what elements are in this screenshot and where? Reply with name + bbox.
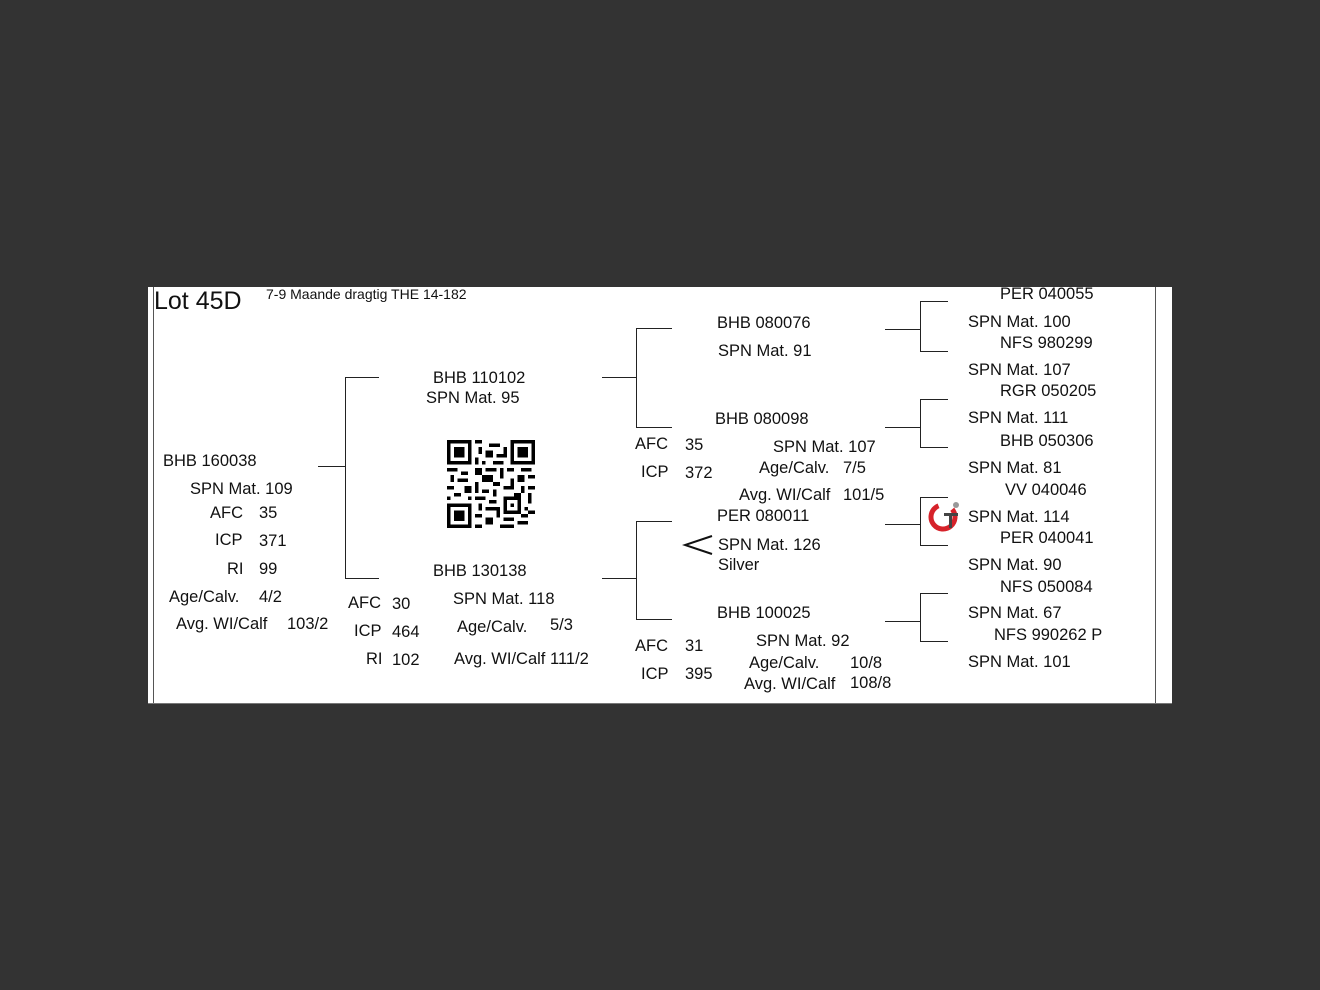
connector-ds-out <box>885 524 920 525</box>
dam-id: BHB 130138 <box>433 562 527 580</box>
gt-logo-graphic <box>928 499 962 533</box>
sd-wi-value: 101/5 <box>843 486 885 504</box>
pregnancy-note: 7-9 Maande dragtig THE 14-182 <box>266 287 467 302</box>
connector-dd-out <box>885 621 920 622</box>
dd-wi-label: Avg. WI/Calf <box>744 675 836 693</box>
bracket-ds <box>920 497 921 546</box>
bracket-parents <box>345 377 346 578</box>
g3-3-id: RGR 050205 <box>1000 382 1097 400</box>
g3-6-id: PER 040041 <box>1000 529 1094 547</box>
lot-title: Lot 45D <box>154 287 242 315</box>
g3-5-id: VV 040046 <box>1005 481 1087 499</box>
connector-sd <box>636 427 672 428</box>
animal-wi-label: Avg. WI/Calf <box>176 615 268 633</box>
dam-icp-value: 464 <box>392 623 420 641</box>
card-right-edge <box>1155 287 1156 704</box>
animal-icp-label: ICP <box>215 531 243 549</box>
qr-code-graphic <box>447 440 535 528</box>
bracket-ss <box>920 301 921 352</box>
connector-g3-3 <box>920 399 948 400</box>
g3-7-id: NFS 050084 <box>1000 578 1093 596</box>
sd-icp-value: 372 <box>685 464 713 482</box>
connector-g3-1 <box>920 301 948 302</box>
ds-id: PER 080011 <box>717 507 810 525</box>
ds-color: Silver <box>718 556 760 574</box>
sd-id: BHB 080098 <box>715 410 809 428</box>
connector-g3-8 <box>920 641 948 642</box>
dd-age-value: 10/8 <box>850 654 883 672</box>
connector-g3-6 <box>920 545 948 546</box>
dam-spn: SPN Mat. 118 <box>453 590 555 608</box>
dd-afc-value: 31 <box>685 637 704 655</box>
dd-afc-label: AFC <box>635 637 668 655</box>
ss-id: BHB 080076 <box>717 314 811 332</box>
sire-spn: SPN Mat. 95 <box>426 389 520 407</box>
chevron-graphic <box>682 533 714 557</box>
dam-wi-label: Avg. WI/Calf <box>454 650 546 668</box>
animal-age-label: Age/Calv. <box>169 588 240 606</box>
dam-age-label: Age/Calv. <box>457 618 528 636</box>
g3-4-spn: SPN Mat. 81 <box>968 459 1062 477</box>
g3-2-spn: SPN Mat. 107 <box>968 361 1071 379</box>
qr-code-icon <box>447 440 535 528</box>
ss-spn: SPN Mat. 91 <box>718 342 812 360</box>
card-left-edge <box>153 287 154 704</box>
dd-spn: SPN Mat. 92 <box>756 632 850 650</box>
gt-logo-icon <box>928 499 962 533</box>
chevron-left-icon <box>682 533 714 557</box>
g3-8-id: NFS 990262 P <box>994 626 1103 644</box>
animal-ri-value: 99 <box>259 560 278 578</box>
g3-6-spn: SPN Mat. 90 <box>968 556 1062 574</box>
connector-sire <box>345 377 379 378</box>
connector-g3-4 <box>920 447 948 448</box>
connector-sd-out <box>885 427 920 428</box>
dam-wi-value: 111/2 <box>550 650 589 668</box>
animal-afc-value: 35 <box>259 504 278 522</box>
g3-1-id: PER 040055 <box>1000 287 1094 303</box>
sd-icp-label: ICP <box>641 463 669 481</box>
connector-sire-out <box>602 377 636 378</box>
animal-ri-label: RI <box>227 560 244 578</box>
g3-1-spn: SPN Mat. 100 <box>968 313 1071 331</box>
dam-afc-label: AFC <box>348 594 381 612</box>
bracket-dd <box>920 593 921 642</box>
dd-icp-value: 395 <box>685 665 713 683</box>
connector-g3-7 <box>920 593 948 594</box>
ds-spn: SPN Mat. 126 <box>718 536 821 554</box>
animal-id: BHB 160038 <box>163 452 257 470</box>
connector-ss <box>636 328 672 329</box>
dam-afc-value: 30 <box>392 595 411 613</box>
dam-icp-label: ICP <box>354 622 382 640</box>
animal-afc-label: AFC <box>210 504 243 522</box>
dd-icp-label: ICP <box>641 665 669 683</box>
dam-age-value: 5/3 <box>550 616 573 634</box>
sd-age-label: Age/Calv. <box>759 459 830 477</box>
g3-8-spn: SPN Mat. 101 <box>968 653 1071 671</box>
g3-2-id: NFS 980299 <box>1000 334 1093 352</box>
sd-afc-value: 35 <box>685 436 704 454</box>
g3-7-spn: SPN Mat. 67 <box>968 604 1062 622</box>
sd-wi-label: Avg. WI/Calf <box>739 486 831 504</box>
connector-ss-out <box>885 329 920 330</box>
bracket-sire <box>636 328 637 428</box>
animal-age-value: 4/2 <box>259 588 282 606</box>
animal-spn: SPN Mat. 109 <box>190 480 293 498</box>
connector-g3-5 <box>920 497 948 498</box>
connector-dd <box>636 619 672 620</box>
dam-ri-label: RI <box>366 650 383 668</box>
bracket-dam <box>636 521 637 620</box>
g3-3-spn: SPN Mat. 111 <box>968 409 1069 427</box>
bracket-sd <box>920 399 921 448</box>
connector-ds <box>636 521 672 522</box>
connector-g3-2 <box>920 351 948 352</box>
sire-id: BHB 110102 <box>433 369 526 387</box>
dd-age-label: Age/Calv. <box>749 654 820 672</box>
animal-icp-value: 371 <box>259 532 287 550</box>
connector-animal <box>318 466 345 467</box>
sd-spn: SPN Mat. 107 <box>773 438 876 456</box>
g3-4-id: BHB 050306 <box>1000 432 1094 450</box>
dam-ri-value: 102 <box>392 651 420 669</box>
animal-wi-value: 103/2 <box>287 615 329 633</box>
g3-5-spn: SPN Mat. 114 <box>968 508 1070 526</box>
dd-wi-value: 108/8 <box>850 674 892 692</box>
sd-age-value: 7/5 <box>843 459 866 477</box>
sd-afc-label: AFC <box>635 435 668 453</box>
dd-id: BHB 100025 <box>717 604 811 622</box>
connector-dam <box>345 578 379 579</box>
pedigree-card <box>148 287 1172 704</box>
connector-dam-out <box>602 578 636 579</box>
card-bottom-edge <box>148 703 1172 704</box>
